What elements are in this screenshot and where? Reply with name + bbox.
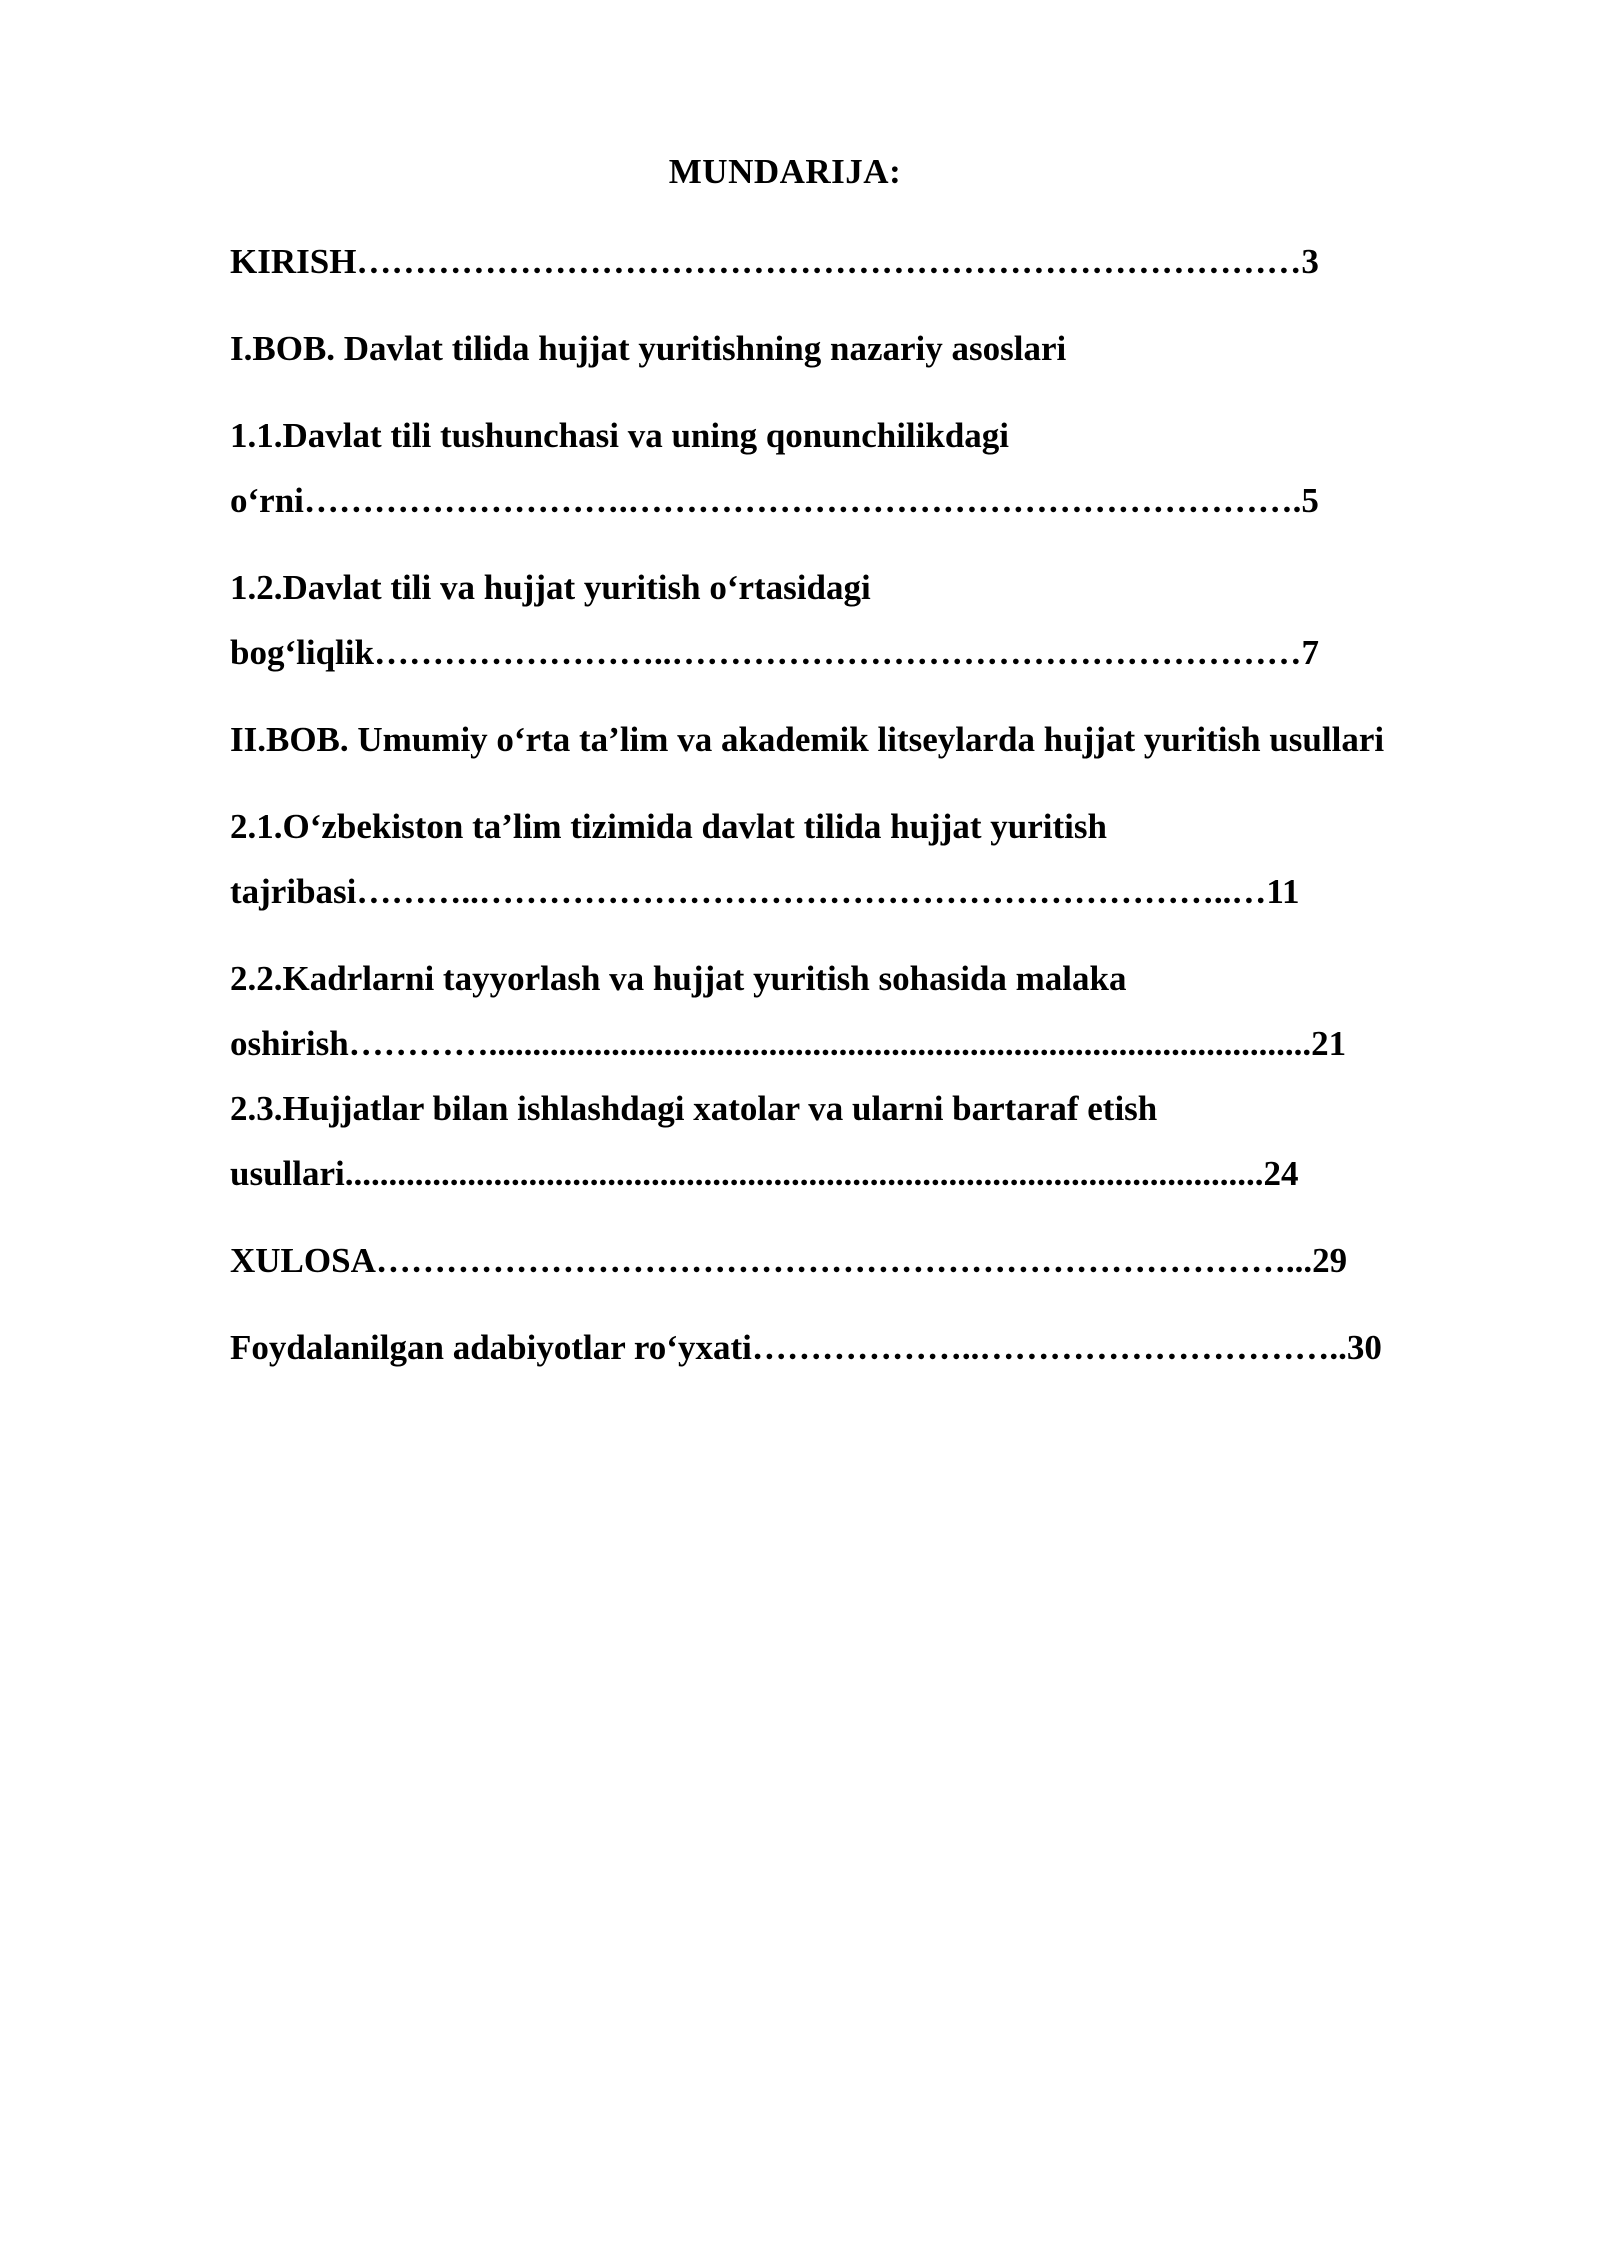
toc-line-text: tajribasi………..………………………………………………………..…11 (230, 872, 1300, 911)
toc-line-text: II.BOB. Umumiy o‘rta ta’lim va akademik litseylarda hujjat yuritish usullari (230, 720, 1385, 759)
toc-entry-1-2-line-1 (230, 566, 871, 610)
toc-entry-2-2-line-1 (230, 957, 1127, 1001)
toc-entry-2-1-line-2 (230, 870, 1299, 914)
toc-entry-2-2-line-2 (230, 1022, 1346, 1066)
toc-line-text: XULOSA……………………………………………………………………...29 (230, 1241, 1348, 1280)
toc-entry-2-3-line-1 (230, 1087, 1157, 1131)
toc-line-text: oshirish…………..............................................................................................21 (230, 1024, 1347, 1063)
toc-entry-kirish (230, 240, 1319, 284)
toc-entry-2-3-line-2 (230, 1152, 1299, 1196)
toc-chapter-2-heading (230, 718, 1384, 762)
toc-title: MUNDARIJA: (668, 152, 902, 191)
toc-entry-xulosa (230, 1239, 1347, 1283)
toc-line-text: o‘rni……………………….………………………………………………….5 (230, 481, 1319, 520)
toc-chapter-1-heading (230, 327, 1066, 371)
toc-entry-1-2-line-2 (230, 631, 1319, 675)
toc-entry-1-1-line-2 (230, 479, 1319, 523)
toc-line-text: 1.2.Davlat tili va hujjat yuritish o‘rtasidagi (230, 568, 871, 607)
toc-line-text: 1.1.Davlat tili tushunchasi va uning qonunchilikdagi (230, 416, 1010, 455)
toc-line-text: usullari.........................................................................................................24 (230, 1154, 1299, 1193)
toc-entry-references (230, 1326, 1382, 1370)
toc-line-text: bog‘liqlik……………………..………………………………………………7 (230, 633, 1319, 672)
toc-line-text: KIRISH………………………………………………………………………3 (230, 242, 1319, 281)
toc-entry-2-1-line-1 (230, 805, 1107, 849)
toc-line-text: Foydalanilgan adabiyotlar ro‘yxati………………..…………………………..30 (230, 1328, 1382, 1367)
toc-line-text: 2.1.O‘zbekiston ta’lim tizimida davlat tilida hujjat yuritish (230, 807, 1107, 846)
toc-line-text: 2.2.Kadrlarni tayyorlash va hujjat yuritish sohasida malaka (230, 959, 1127, 998)
toc-line-text: I.BOB. Davlat tilida hujjat yuritishning nazariy asoslari (230, 329, 1067, 368)
toc-entry-1-1-line-1 (230, 414, 1009, 458)
toc-line-text: 2.3.Hujjatlar bilan ishlashdagi xatolar va ularni bartaraf etish (230, 1089, 1158, 1128)
